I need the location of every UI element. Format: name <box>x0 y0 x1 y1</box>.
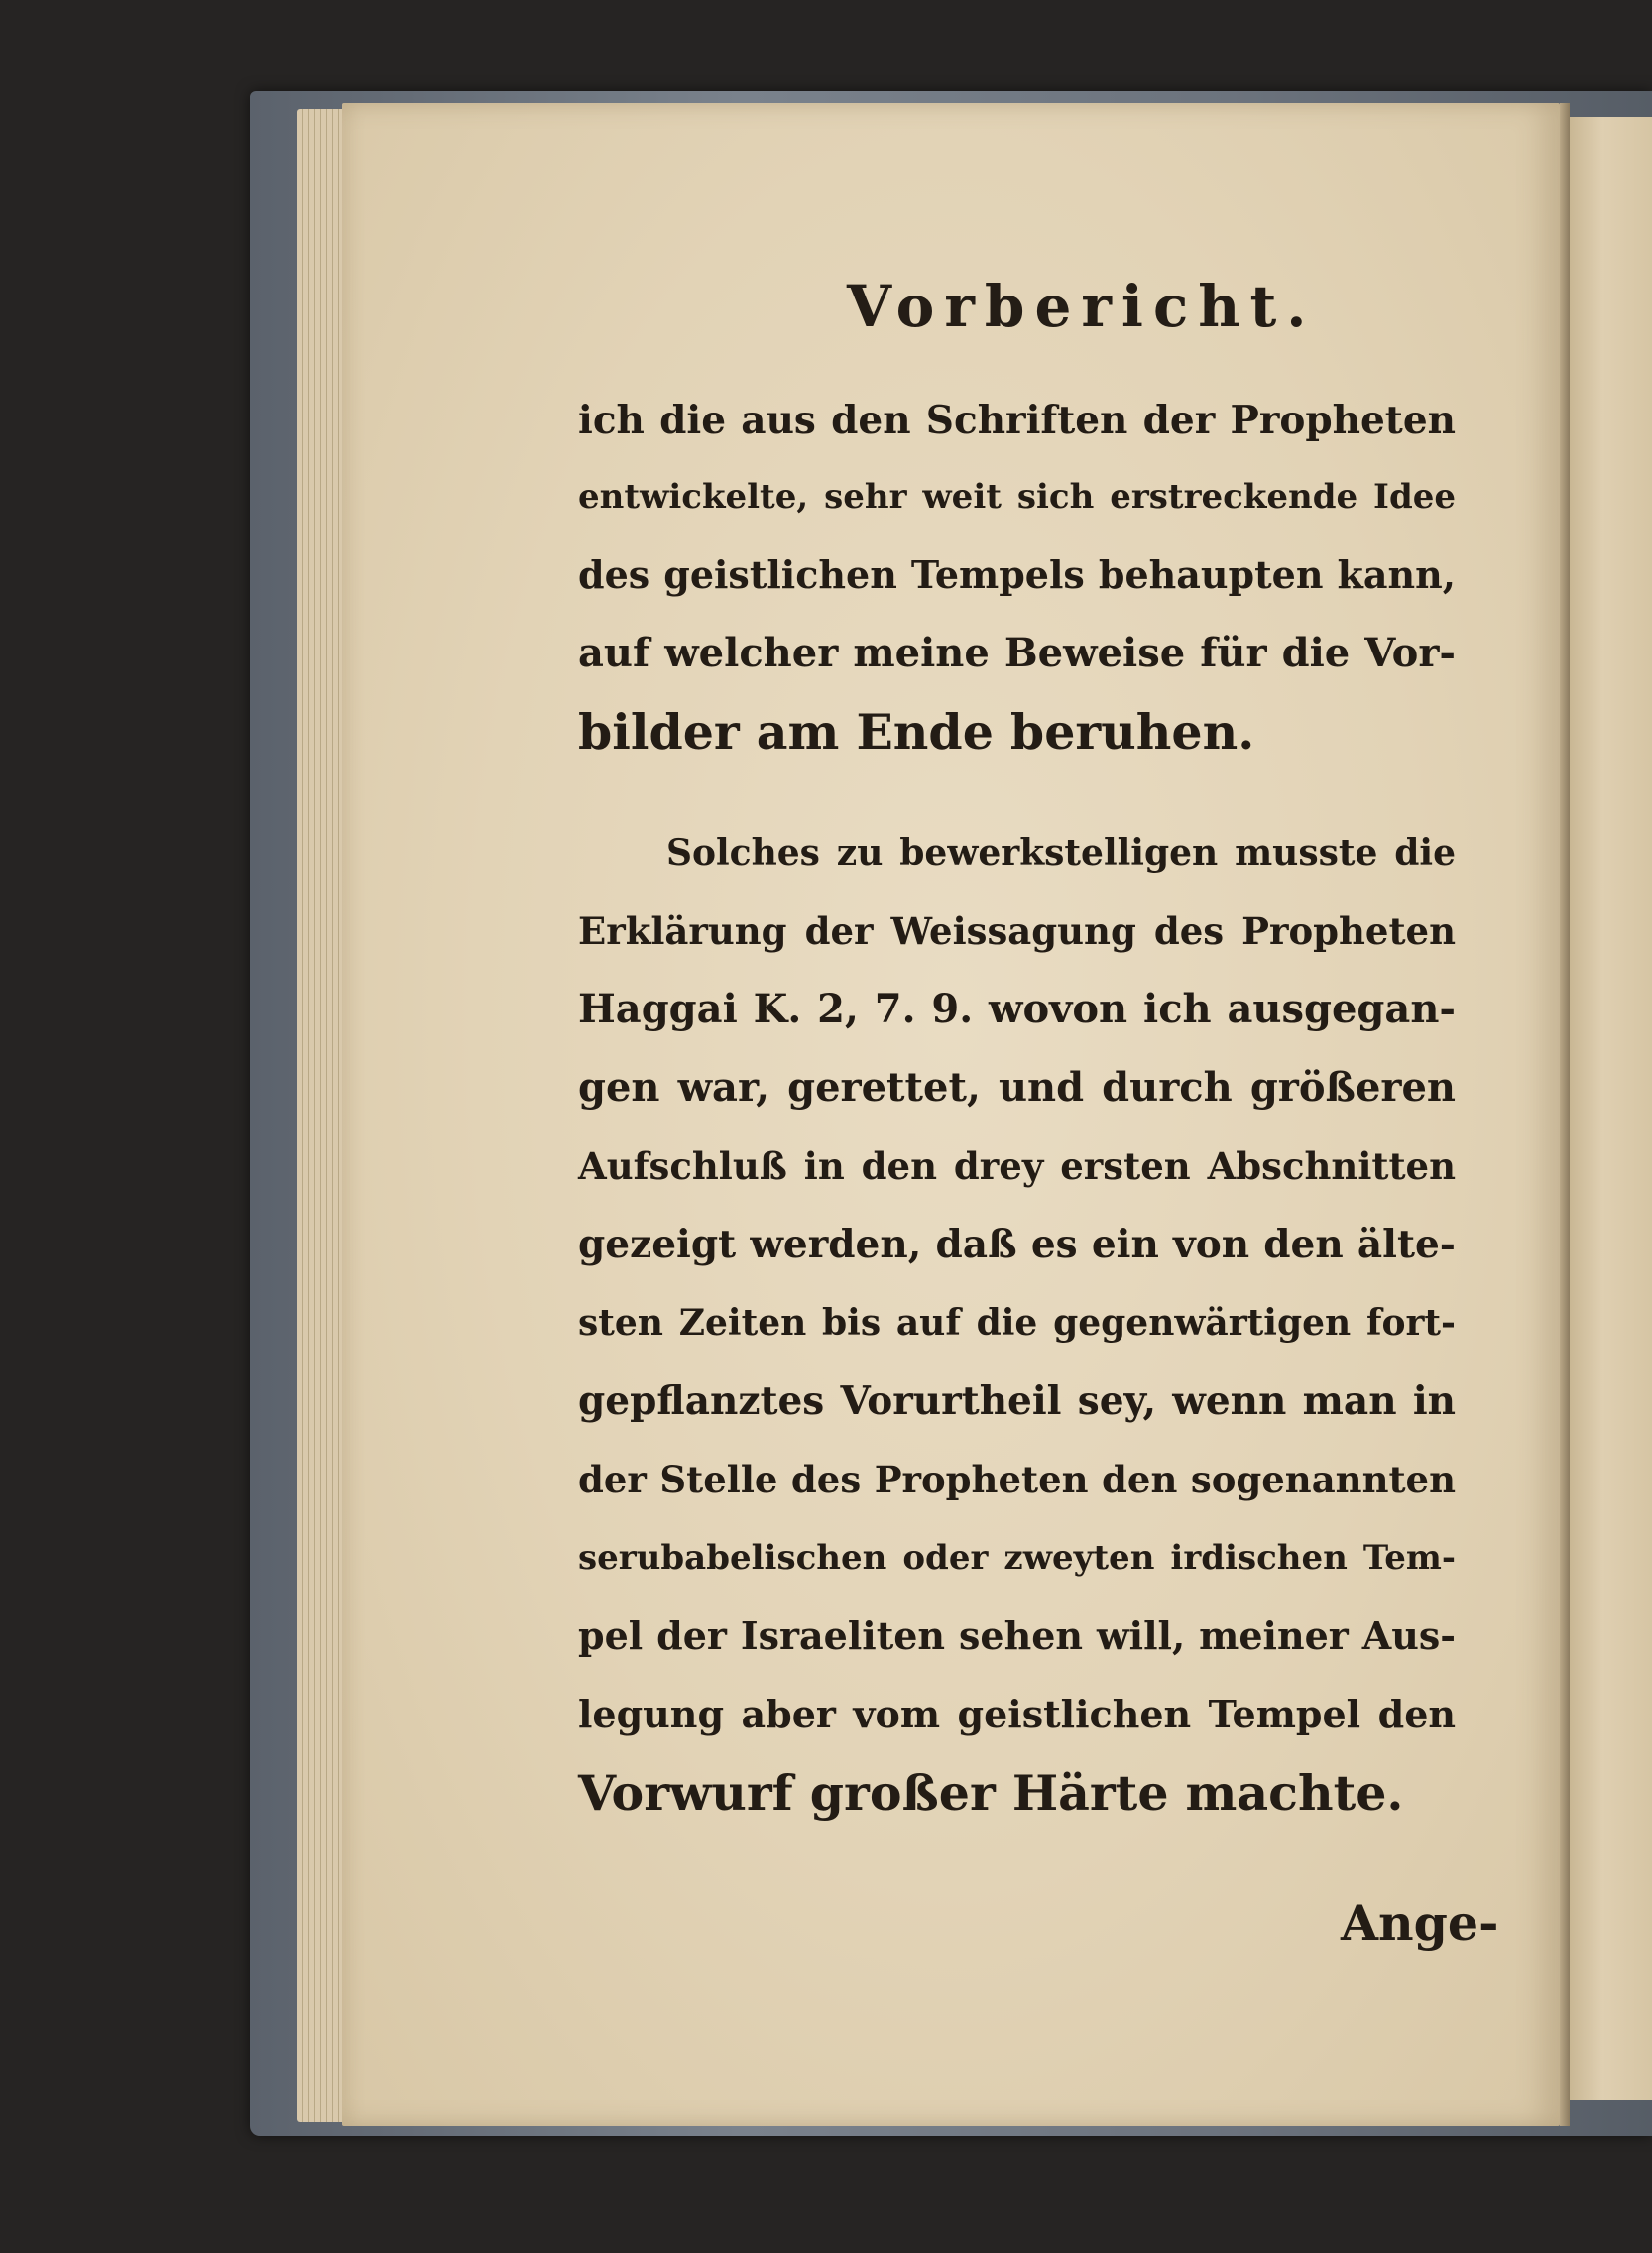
text-line: bilder am Ende beruhen. <box>578 703 1255 761</box>
text-line: pel der Israeliten sehen will, meiner Aus- <box>578 1613 1456 1658</box>
text-line: gen war, gerettet, und durch größeren <box>578 1064 1456 1111</box>
text-line: des geistlichen Tempels behaupten kann, <box>578 552 1456 597</box>
text-line: sten Zeiten bis auf die gegenwärtigen fort- <box>578 1302 1456 1344</box>
text-line: Erklärung der Weissagung des Propheten <box>578 909 1456 953</box>
text-line: Aufschluß in den drey ersten Abschnitten <box>578 1144 1456 1188</box>
text-line: legung aber vom geistlichen Tempel den <box>578 1692 1456 1736</box>
text-line: der Stelle des Propheten den sogenannten <box>578 1458 1456 1501</box>
facing-page-edge <box>1570 117 1652 2100</box>
book-gutter <box>1560 103 1570 2126</box>
text-line: Solches zu bewerkstelligen musste die <box>666 832 1456 874</box>
running-head: Vorbericht. <box>847 273 1317 340</box>
text-line: serubabelischen oder zweyten irdischen Tem- <box>578 1538 1456 1578</box>
catchword: Ange- <box>1341 1894 1499 1952</box>
text-line: entwickelte, sehr weit sich erstreckende Idee <box>578 477 1456 517</box>
text-line: auf welcher meine Beweise für die Vor- <box>578 630 1456 676</box>
text-line: ich die aus den Schriften der Propheten <box>578 398 1456 443</box>
text-line: gepflanztes Vorurtheil sey, wenn man in <box>578 1378 1456 1424</box>
text-line: gezeigt werden, daß es ein von den älte- <box>578 1222 1456 1267</box>
text-line: Vorwurf großer Härte machte. <box>578 1764 1404 1822</box>
text-line: Haggai K. 2, 7. 9. wovon ich ausgegan- <box>578 986 1456 1032</box>
